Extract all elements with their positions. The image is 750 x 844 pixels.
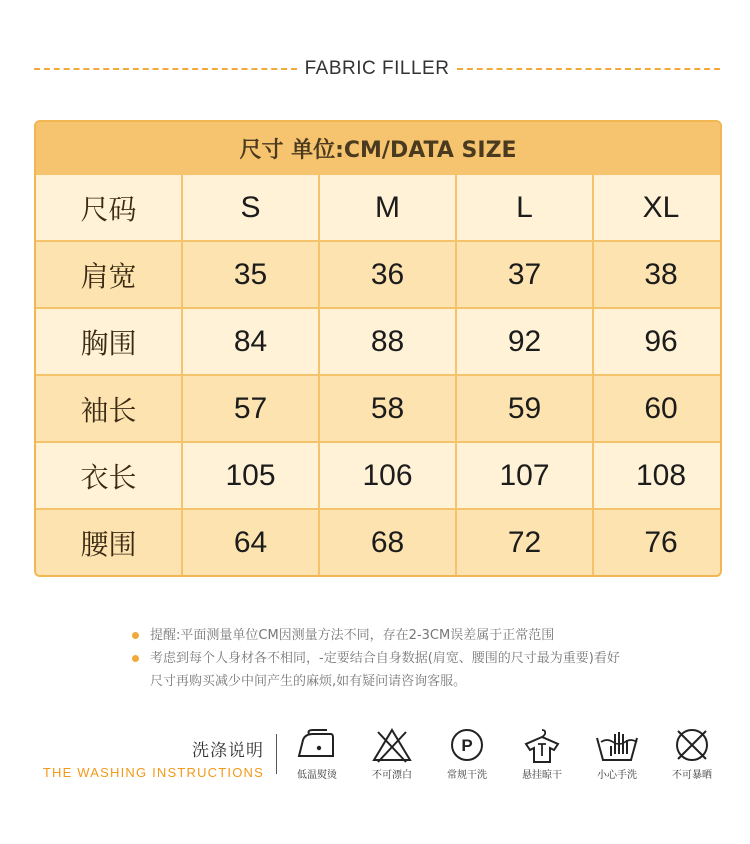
care-label: 不可暴晒	[672, 770, 712, 781]
fabric-filler-header	[34, 56, 720, 82]
row-label-sleeve: 袖长	[36, 376, 181, 441]
washing-instructions	[34, 726, 734, 786]
size-notes	[130, 624, 630, 693]
table-cell: 58	[320, 376, 455, 441]
row-label-waist: 腰围	[36, 510, 181, 575]
row-label-length: 衣长	[36, 443, 181, 508]
table-cell: 35	[183, 242, 318, 307]
table-cell: 84	[183, 309, 318, 374]
header-dash-right	[457, 68, 720, 70]
care-item	[507, 726, 577, 781]
care-label: 小心手洗	[597, 770, 637, 781]
bullet-icon	[132, 632, 139, 639]
care-label: 常规干洗	[447, 770, 487, 781]
table-cell: 36	[320, 242, 455, 307]
no-bleach-icon	[368, 726, 416, 764]
care-item	[657, 726, 727, 781]
regular-dry-clean-icon	[443, 726, 491, 764]
washing-divider	[276, 734, 277, 774]
no-tumble-dry-icon	[668, 726, 716, 764]
table-cell: 57	[183, 376, 318, 441]
table-cell: 37	[457, 242, 592, 307]
care-item	[432, 726, 502, 781]
size-table-caption: 尺寸 单位:CM/DATA SIZE	[36, 122, 720, 174]
table-cell: 96	[594, 309, 722, 374]
table-cell: 59	[457, 376, 592, 441]
bullet-icon	[132, 655, 139, 662]
note-text: 提醒:平面测量单位CM因测量方法不同，存在2-3CM误差属于正常范围	[150, 628, 555, 643]
table-cell: 68	[320, 510, 455, 575]
size-table	[34, 120, 722, 577]
size-header-l: L	[457, 175, 592, 240]
note-text: 考虑到每个人身材各不相同，-定要结合自身数据(肩宽、腰围的尺寸最为重要)看好尺寸再购买减少中间产生的麻烦,如有疑问请咨询客服。	[150, 651, 620, 689]
size-header-xl: XL	[594, 175, 722, 240]
size-header-m: M	[320, 175, 455, 240]
note-item	[130, 647, 630, 693]
row-label-chest: 胸围	[36, 309, 181, 374]
svg-text:P: P	[461, 736, 473, 755]
row-label-size: 尺码	[36, 175, 181, 240]
table-cell: 108	[594, 443, 722, 508]
row-label-shoulder: 肩宽	[36, 242, 181, 307]
table-cell: 107	[457, 443, 592, 508]
washing-title-en: THE WASHING INSTRUCTIONS	[42, 765, 264, 780]
size-header-s: S	[183, 175, 318, 240]
care-item	[357, 726, 427, 781]
header-dash-left	[34, 68, 297, 70]
table-cell: 38	[594, 242, 722, 307]
washing-title-zh: 洗涤说明	[192, 741, 264, 761]
care-label: 低温熨烫	[297, 770, 337, 781]
table-cell: 76	[594, 510, 722, 575]
hand-wash-icon	[593, 726, 641, 764]
table-cell: 60	[594, 376, 722, 441]
care-item	[282, 726, 352, 781]
note-item	[130, 624, 630, 647]
care-item	[582, 726, 652, 781]
care-label: 悬挂晾干	[522, 770, 562, 781]
washing-titles	[34, 736, 264, 780]
table-cell: 88	[320, 309, 455, 374]
hang-dry-icon	[518, 726, 566, 764]
fabric-filler-title: FABRIC FILLER	[304, 58, 450, 79]
table-cell: 105	[183, 443, 318, 508]
table-cell: 64	[183, 510, 318, 575]
size-grid	[36, 174, 720, 575]
table-cell: 106	[320, 443, 455, 508]
table-cell: 72	[457, 510, 592, 575]
table-cell: 92	[457, 309, 592, 374]
low-temp-iron-icon	[293, 726, 341, 764]
care-label: 不可漂白	[372, 770, 412, 781]
